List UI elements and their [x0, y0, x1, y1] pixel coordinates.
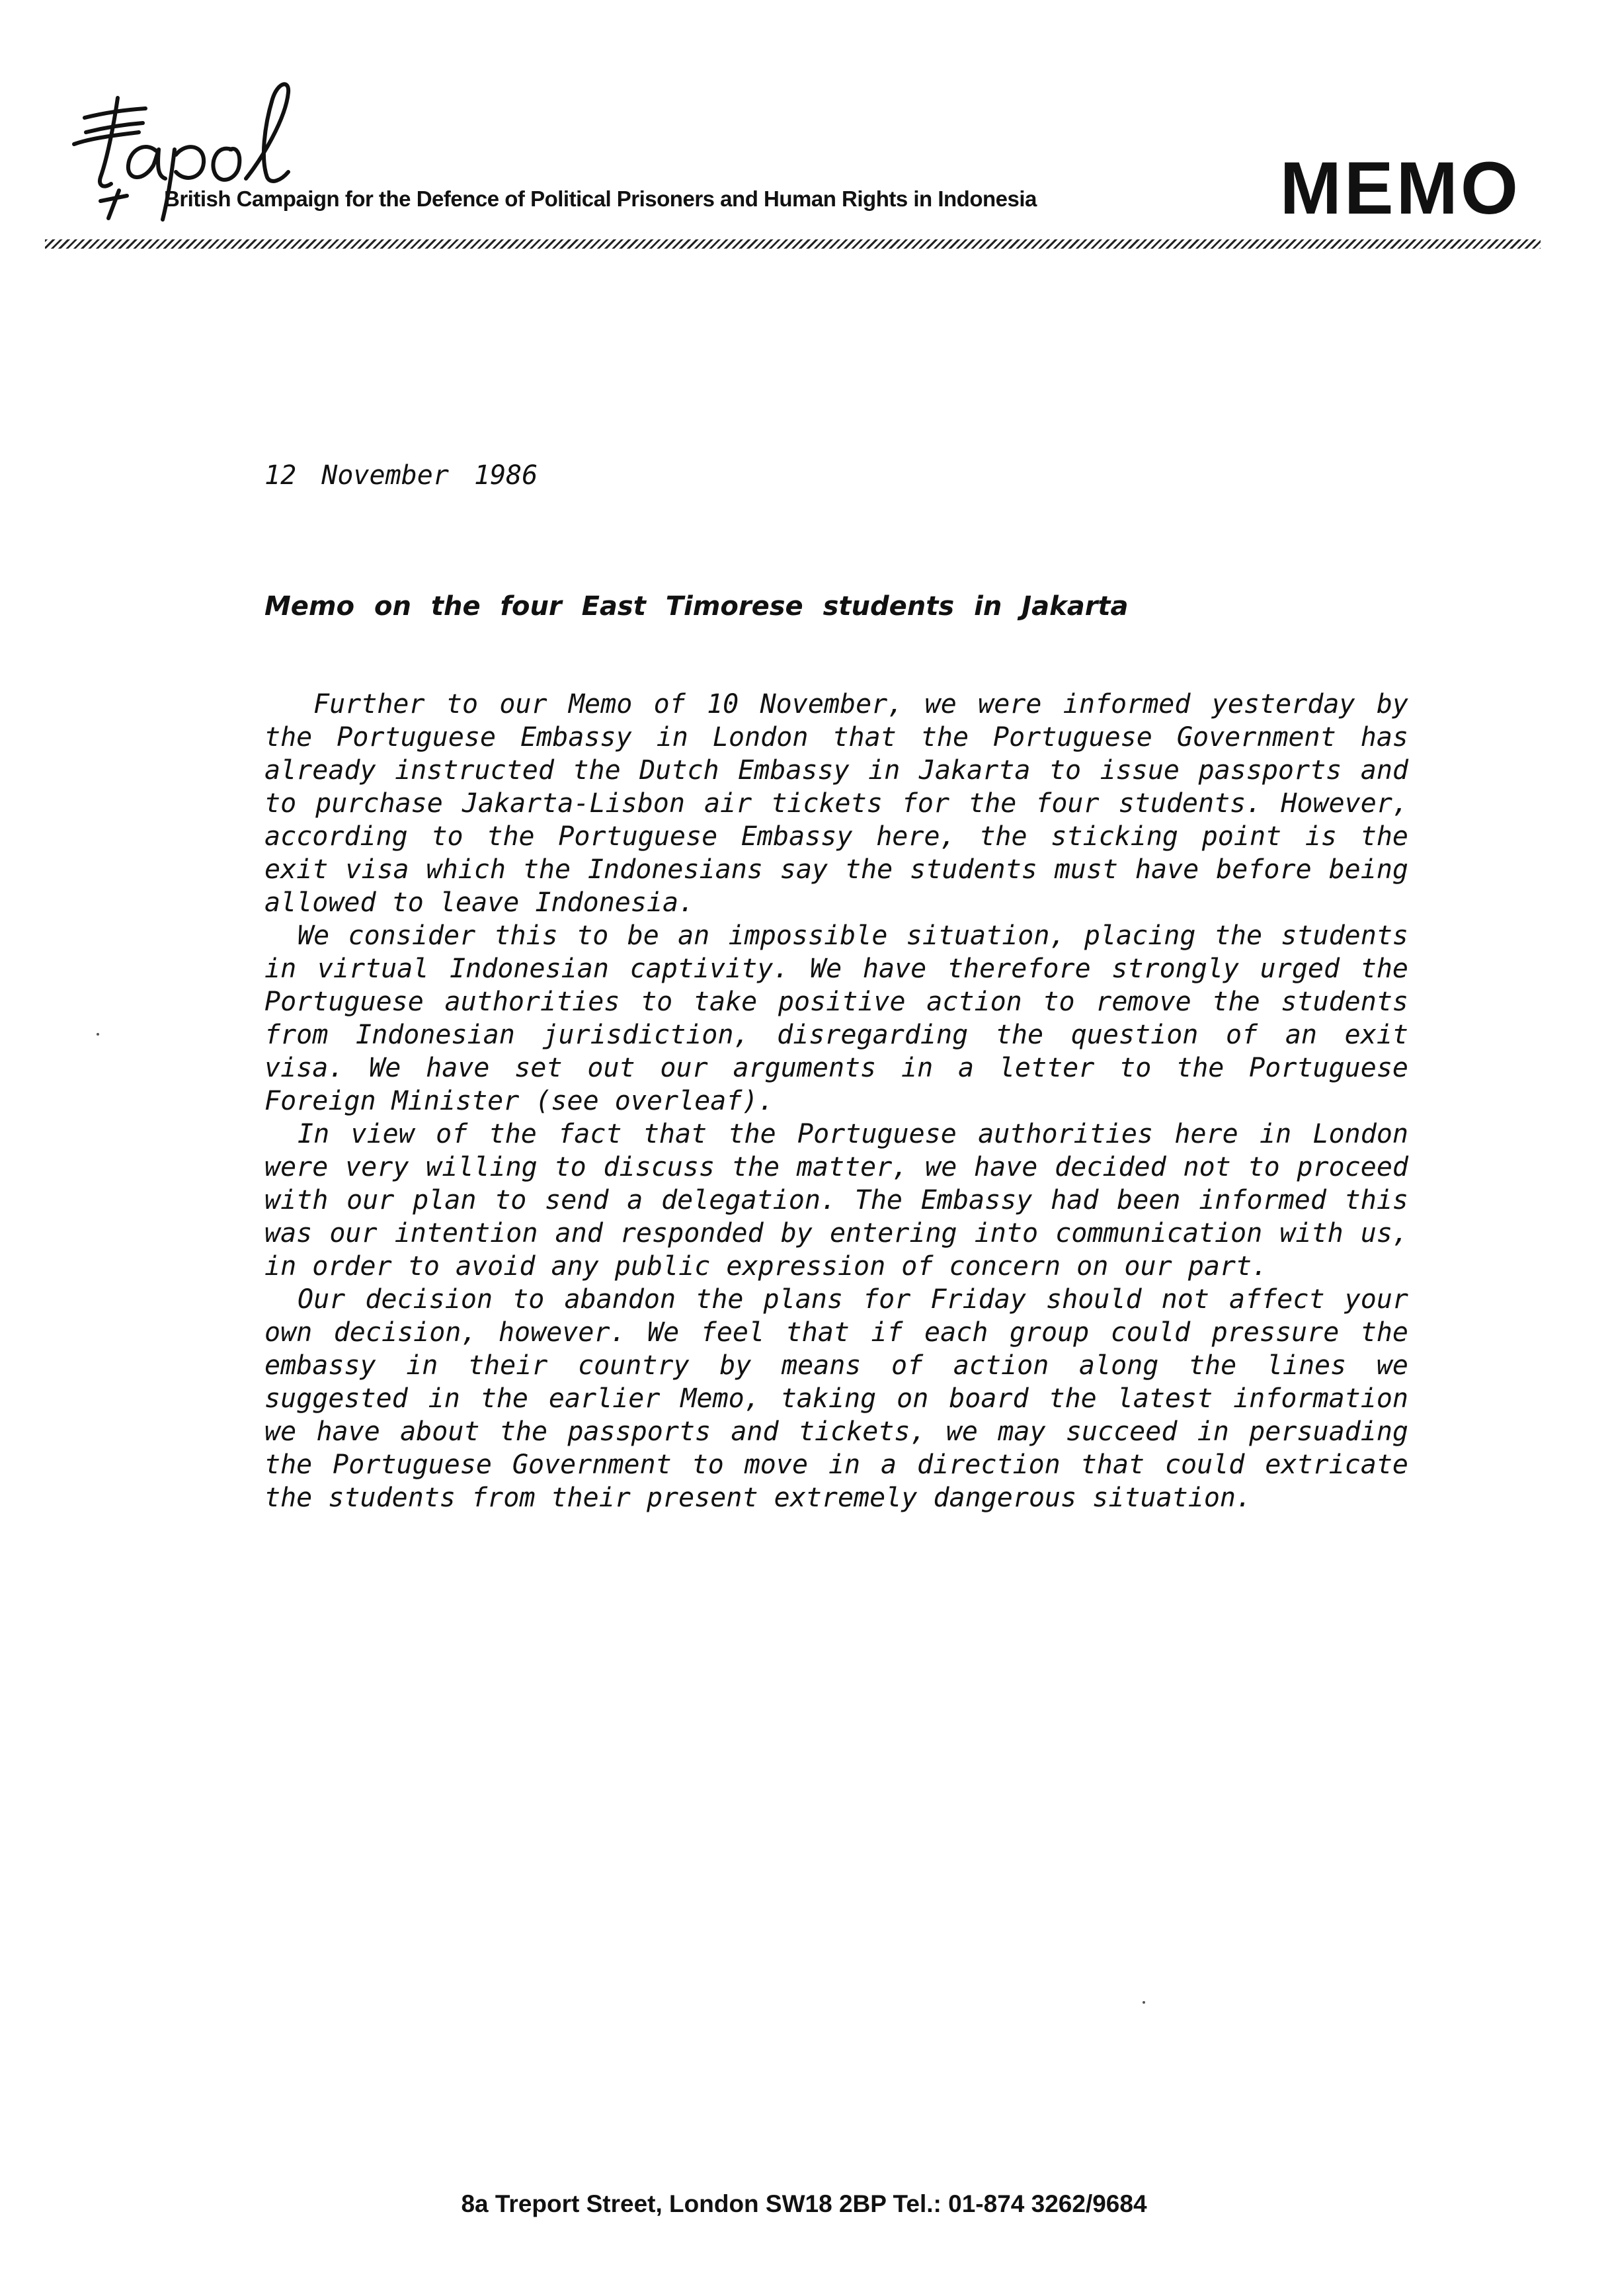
body-paragraph: Further to our Memo of 10 November, we were informed yesterday by the Portuguese Embassy in London that the Portuguese Government has already instructed the Dutch Embassy in Jakarta to issue passports and to purchase Jakarta-Lisbon air tickets for the four students. However, according to the Portuguese Embassy here, the sticking point is the exit visa which the Indonesians say the students must have before being allowed to leave Indonesia.	[264, 689, 1408, 918]
letterhead-divider	[45, 239, 1541, 249]
memo-date: 12 November 1986	[264, 460, 538, 491]
memo-heading: MEMO	[1279, 147, 1521, 229]
body-paragraph: We consider this to be an impossible situation, placing the students in virtual Indonesian captivity. We have therefore strongly urged the Portuguese authorities to take positive action to remove the students from Indonesian jurisdiction, disregarding the question of an exit visa. We have set out our arguments in a letter to the Portuguese Foreign Minister (see overleaf).	[264, 921, 1408, 1116]
scan-speck	[97, 1033, 99, 1036]
memo-body	[264, 688, 1408, 1514]
scan-speck	[1143, 2001, 1145, 2004]
body-paragraph: Our decision to abandon the plans for Friday should not affect your own decision, however. We feel that if each group could pressure the embassy in their country by means of action along the lines we suggested in the earlier Memo, taking on board the latest information we have about the passports and tickets, we may succeed in persuading the Portuguese Government to move in a direction that could extricate the students from their present extremely dangerous situation.	[264, 1284, 1408, 1513]
memo-subject: Memo on the four East Timorese students in Jakarta	[264, 591, 1129, 622]
body-paragraph: In view of the fact that the Portuguese authorities here in London were very willing to discuss the matter, we have decided not to proceed with our plan to send a delegation. The Embassy had been informed this was our intention and responded by entering into communication with us, in order to avoid any public expression of concern on our part.	[264, 1119, 1408, 1282]
organization-tagline: British Campaign for the Defence of Political Prisoners and Human Rights in Indonesia	[164, 186, 1037, 211]
footer-address: 8a Treport Street, London SW18 2BP Tel.: 01-874 3262/9684	[461, 2190, 1147, 2217]
